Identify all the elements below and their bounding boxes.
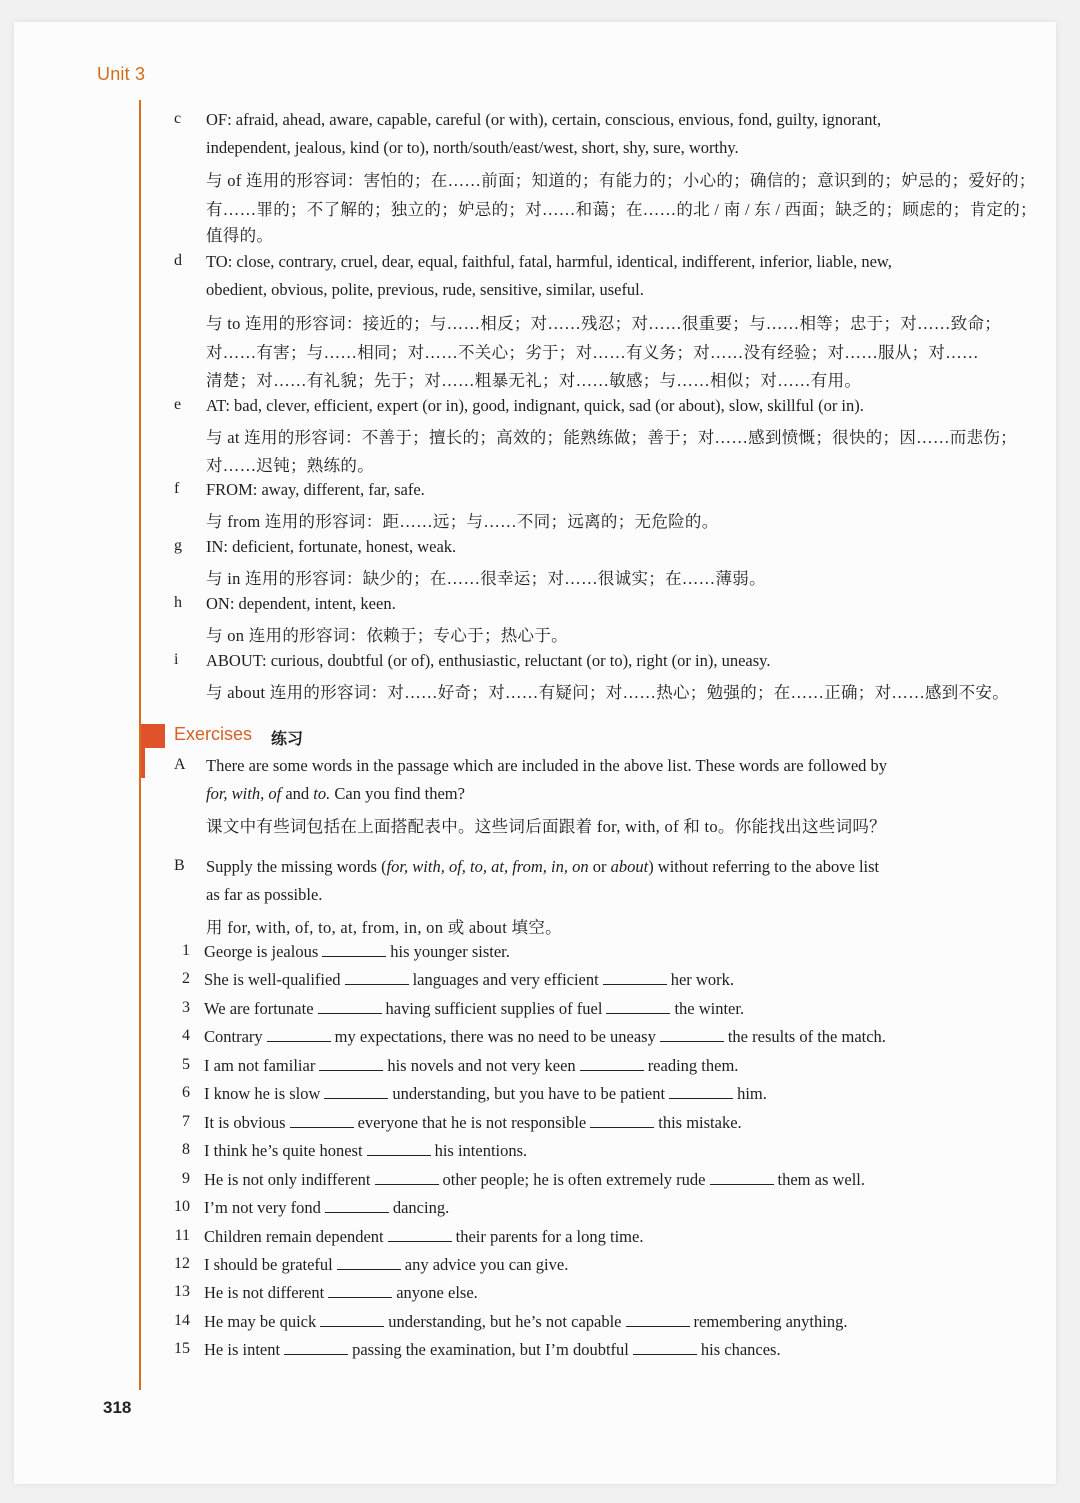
exercise-b-line2: as far as possible. <box>206 885 323 904</box>
answer-blank[interactable] <box>337 1268 401 1270</box>
exercise-a-line1: There are some words in the passage which are included in the above list. These words are followed by <box>206 756 888 775</box>
item-number: 8 <box>182 1141 190 1158</box>
exercise-item <box>204 1113 742 1133</box>
item-number: 15 <box>174 1340 190 1357</box>
text-or: or <box>588 857 611 876</box>
section-line: 与 of 连用的形容词：害怕的；在……前面；知道的；有能力的；小心的；确信的；意识到的；妒忌的；爱好的； <box>206 171 1036 190</box>
section-line: independent, jealous, kind (or to), north/south/east/west, short, shy, sure, worthy. <box>206 138 739 157</box>
item-text: He is intent <box>204 1340 281 1359</box>
item-text: my expectations, there was no need to be uneasy <box>334 1027 656 1046</box>
answer-blank[interactable] <box>318 1012 382 1014</box>
exercise-item <box>204 1056 738 1076</box>
item-text: We are fortunate <box>204 999 314 1018</box>
exercise-b-zh: 用 for, with, of, to, at, from, in, on 或 about 填空。 <box>206 918 562 937</box>
item-number: 9 <box>182 1170 190 1187</box>
section-line: 值得的。 <box>206 226 274 245</box>
exercise-item <box>204 1283 478 1303</box>
item-text: this mistake. <box>658 1113 742 1132</box>
exercise-item <box>204 999 744 1019</box>
answer-blank[interactable] <box>606 1012 670 1014</box>
exercise-a-zh: 课文中有些词包括在上面搭配表中。这些词后面跟着 for, with, of 和 to。你能找出这些词吗？ <box>206 817 886 836</box>
item-text: reading them. <box>647 1056 739 1075</box>
section-letter: g <box>174 537 182 554</box>
answer-blank[interactable] <box>320 1325 384 1327</box>
item-number: 3 <box>182 999 190 1016</box>
item-text: everyone that he is not responsible <box>357 1113 587 1132</box>
exercise-letter: B <box>174 857 185 874</box>
item-text: I’m not very fond <box>204 1198 321 1217</box>
exercise-item <box>204 1340 781 1360</box>
section-letter: c <box>174 110 182 127</box>
exercise-item <box>204 1141 527 1161</box>
answer-blank[interactable] <box>267 1040 331 1042</box>
text-and: and <box>281 784 314 803</box>
item-number: 12 <box>174 1255 190 1272</box>
item-text: understanding, but you have to be patient <box>392 1084 666 1103</box>
answer-blank[interactable] <box>345 983 409 985</box>
item-number: 6 <box>182 1084 190 1101</box>
item-number: 7 <box>182 1113 190 1130</box>
item-text: the winter. <box>674 999 745 1018</box>
section-line: AT: bad, clever, efficient, expert (or in), good, indignant, quick, sad (or about), slow, skillful (or in). <box>206 396 864 415</box>
exercises-marker-tail <box>141 748 145 778</box>
section-line: 与 in 连用的形容词：缺少的；在……很幸运；对……很诚实；在……薄弱。 <box>206 569 766 588</box>
section-line: TO: close, contrary, cruel, dear, equal, faithful, fatal, harmful, identical, indifferent, inferior, liable, new, <box>206 252 892 271</box>
item-text: Children remain dependent <box>204 1227 384 1246</box>
item-text: He is not only indifferent <box>204 1170 371 1189</box>
item-text: I am not familiar <box>204 1056 316 1075</box>
item-text: him. <box>737 1084 767 1103</box>
exercise-item <box>204 942 510 962</box>
exercise-item <box>204 1255 568 1275</box>
section-line: 清楚；对……有礼貌；先于；对……粗暴无礼；对……敏感；与……相似；对……有用。 <box>206 371 862 390</box>
section-line: 与 about 连用的形容词：对……好奇；对……有疑问；对……热心；勉强的；在……正确；对……感到不安。 <box>206 683 1010 702</box>
answer-blank[interactable] <box>388 1240 452 1242</box>
section-line: 与 to 连用的形容词：接近的；与……相反；对……残忍；对……很重要；与……相等；忠于；对……致命； <box>206 314 1002 333</box>
exercise-b-line1 <box>206 857 879 877</box>
item-text: He is not different <box>204 1283 325 1302</box>
item-text: her work. <box>670 970 734 989</box>
item-text: He may be quick <box>204 1312 317 1331</box>
item-number: 5 <box>182 1056 190 1073</box>
exercise-item <box>204 1084 767 1104</box>
section-letter: f <box>174 480 180 497</box>
exercises-title: Exercises <box>174 724 253 744</box>
item-text: anyone else. <box>396 1283 478 1302</box>
answer-blank[interactable] <box>375 1183 439 1185</box>
item-number: 11 <box>174 1227 190 1244</box>
answer-blank[interactable] <box>290 1126 354 1128</box>
item-number: 2 <box>182 970 190 987</box>
item-number: 13 <box>174 1283 190 1300</box>
item-text: remembering anything. <box>693 1312 848 1331</box>
section-letter: e <box>174 396 182 413</box>
answer-blank[interactable] <box>590 1126 654 1128</box>
item-text: his novels and not very keen <box>387 1056 576 1075</box>
answer-blank[interactable] <box>710 1183 774 1185</box>
item-text: his chances. <box>700 1340 781 1359</box>
section-letter: i <box>174 651 179 668</box>
section-letter: h <box>174 594 182 611</box>
answer-blank[interactable] <box>626 1325 690 1327</box>
exercise-item <box>204 1227 643 1247</box>
section-line: 与 on 连用的形容词：依赖于；专心于；热心于。 <box>206 626 568 645</box>
item-text: having sufficient supplies of fuel <box>385 999 603 1018</box>
item-text: I think he’s quite honest <box>204 1141 363 1160</box>
item-text: She is well-qualified <box>204 970 341 989</box>
item-text: dancing. <box>392 1198 450 1217</box>
answer-blank[interactable] <box>367 1154 431 1156</box>
item-text: languages and very efficient <box>412 970 599 989</box>
text-without: ) without referring to the above list <box>648 857 880 876</box>
italic-prepositions: for, with, of <box>206 784 282 803</box>
item-text: them as well. <box>777 1170 866 1189</box>
answer-blank[interactable] <box>603 983 667 985</box>
italic-about: about <box>610 857 649 876</box>
item-text: their parents for a long time. <box>455 1227 644 1246</box>
item-number: 4 <box>182 1027 190 1044</box>
answer-blank[interactable] <box>580 1069 644 1071</box>
section-line: 对……迟钝；熟练的。 <box>206 456 374 475</box>
item-text: I know he is slow <box>204 1084 321 1103</box>
item-number: 14 <box>174 1312 190 1329</box>
section-line: 有……罪的；不了解的；独立的；妒忌的；对……和蔼；在……的北 / 南 / 东 / 西面；缺乏的；顾虑的；肯定的； <box>206 200 1037 219</box>
answer-blank[interactable] <box>319 1069 383 1071</box>
section-line: 对……有害；与……相同；对……不关心；劣于；对……有义务；对……没有经验；对……服从；对…… <box>206 343 979 362</box>
italic-to: to. <box>313 784 331 803</box>
section-line: OF: afraid, ahead, aware, capable, careful (or with), certain, conscious, envious, fond, guilty, ignorant, <box>206 110 882 129</box>
section-line: IN: deficient, fortunate, honest, weak. <box>206 537 457 556</box>
exercises-title-zh: 练习 <box>271 729 304 748</box>
text-supply: Supply the missing words ( <box>206 857 387 876</box>
item-text: It is obvious <box>204 1113 286 1132</box>
item-text: passing the examination, but I’m doubtful <box>352 1340 629 1359</box>
answer-blank[interactable] <box>633 1353 697 1355</box>
exercise-letter: A <box>174 756 186 773</box>
item-text: any advice you can give. <box>404 1255 569 1274</box>
unit-label: Unit 3 <box>97 64 146 84</box>
page-number: 318 <box>103 1398 132 1417</box>
text-question: Can you find them? <box>330 784 465 803</box>
exercise-item <box>204 1027 886 1047</box>
answer-blank[interactable] <box>669 1097 733 1099</box>
exercise-item <box>204 1170 865 1190</box>
item-text: understanding, but he’s not capable <box>388 1312 622 1331</box>
section-letter: d <box>174 252 182 269</box>
section-line: 与 at 连用的形容词：不善于；擅长的；高效的；能熟练做；善于；对……感到愤慨；很快的；因……而悲伤； <box>206 428 1017 447</box>
section-line: 与 from 连用的形容词：距……远；与……不同；远离的；无危险的。 <box>206 512 719 531</box>
answer-blank[interactable] <box>328 1296 392 1298</box>
item-text: Contrary <box>204 1027 263 1046</box>
section-line: FROM: away, different, far, safe. <box>206 480 425 499</box>
item-text: other people; he is often extremely rude <box>442 1170 706 1189</box>
exercise-item <box>204 970 734 990</box>
answer-blank[interactable] <box>284 1353 348 1355</box>
answer-blank[interactable] <box>325 1211 389 1213</box>
item-text: his younger sister. <box>390 942 510 961</box>
section-line: ON: dependent, intent, keen. <box>206 594 396 613</box>
item-number: 1 <box>182 942 190 959</box>
exercise-a-line2 <box>206 784 465 804</box>
italic-prepositions: for, with, of, to, at, from, in, on <box>386 857 589 876</box>
item-text: George is jealous <box>204 942 319 961</box>
section-line: obedient, obvious, polite, previous, rude, sensitive, similar, useful. <box>206 280 644 299</box>
answer-blank[interactable] <box>324 1097 388 1099</box>
exercises-marker <box>141 724 165 748</box>
exercise-item <box>204 1198 449 1218</box>
exercise-item <box>204 1312 847 1332</box>
item-text: his intentions. <box>434 1141 528 1160</box>
section-line: ABOUT: curious, doubtful (or of), enthusiastic, reluctant (or to), right (or in), uneasy. <box>206 651 771 670</box>
answer-blank[interactable] <box>322 955 386 957</box>
item-number: 10 <box>174 1198 190 1215</box>
answer-blank[interactable] <box>660 1040 724 1042</box>
item-text: the results of the match. <box>727 1027 886 1046</box>
item-text: I should be grateful <box>204 1255 333 1274</box>
